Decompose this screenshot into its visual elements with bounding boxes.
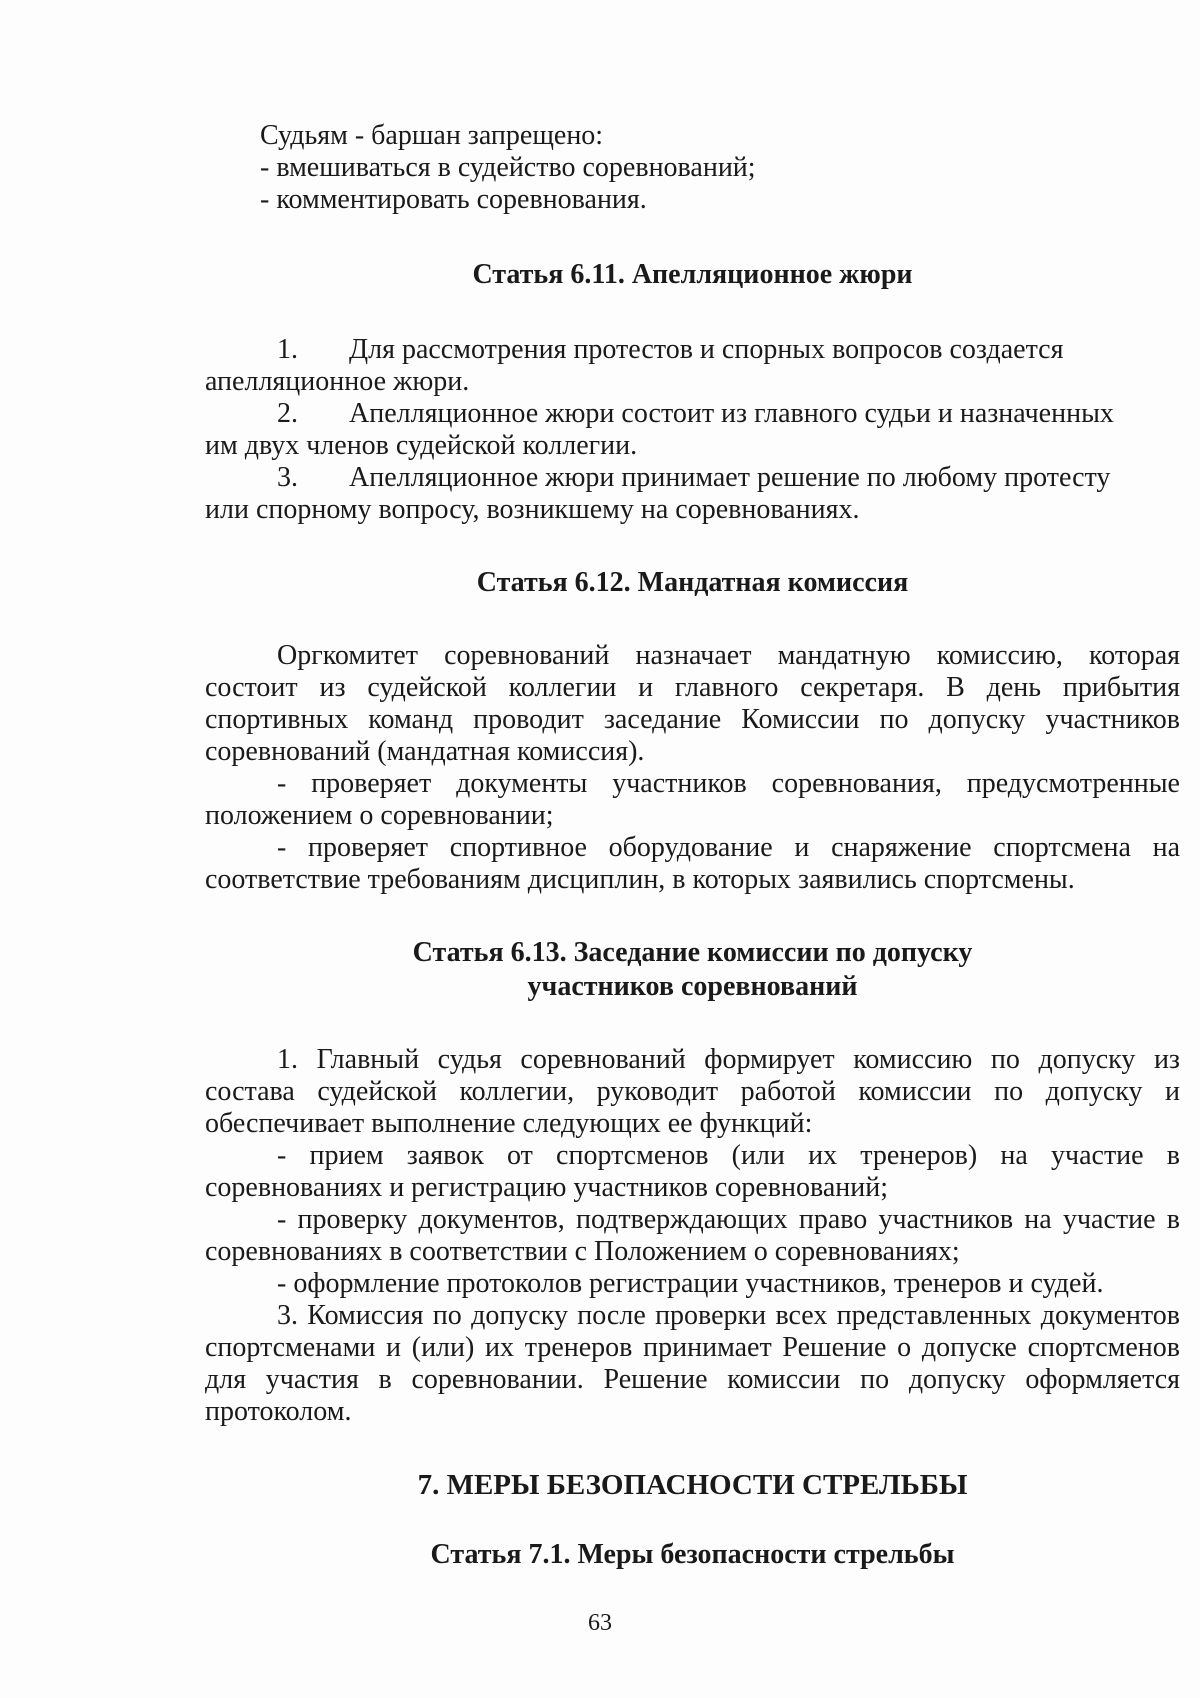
intro-block (205, 120, 1180, 216)
heading-article-6-12: Статья 6.12. Мандатная комиссия (476, 567, 909, 598)
page-number: 63 (588, 1610, 612, 1636)
intro-line-2: - вмешиваться в судейство соревнований; (260, 152, 756, 183)
list-item (205, 462, 1180, 526)
paragraph: - прием заявок от спортсменов (или их тренеров) на участие в соревнованиях и регистрацию участников соревнований; (205, 1140, 1180, 1203)
list-item-first-line: Апелляционное жюри принимает решение по любому протесту (349, 462, 1111, 493)
page-content (205, 120, 1180, 1572)
list-item-continuation: или спорному вопросу, возникшему на соревнованиях. (205, 494, 860, 525)
list-item-number: 2. (277, 398, 298, 429)
paragraph: - проверку документов, подтверждающих право участников на участие в соревнованиях в соответствии с Положением о соревнованиях; (205, 1204, 1180, 1267)
heading-line-1: Статья 6.13. Заседание комиссии по допуску (412, 937, 973, 968)
paragraph: - проверяет спортивное оборудование и снаряжение спортсмена на соответствие требованиям дисциплин, в которых заявились спортсмены. (205, 832, 1180, 895)
paragraph: - проверяет документы участников соревнования, предусмотренные положением о соревновании; (205, 768, 1180, 831)
list-item-first-line: Для рассмотрения протестов и спорных вопросов создается (349, 334, 1064, 365)
heading-line-2: участников соревнований (527, 971, 858, 1002)
list-item (205, 334, 1180, 398)
intro-line-3: - комментировать соревнования. (260, 184, 647, 215)
paragraph: Оргкомитет соревнований назначает мандатную комиссию, которая состоит из судейской коллегии и главного секретаря. В день прибытия спортивных команд проводит заседание Комиссии по допуску участников соревнований (мандатная комиссия). (205, 640, 1180, 767)
list-item-continuation: апелляционное жюри. (205, 366, 470, 397)
list-item (205, 398, 1180, 462)
list-item-continuation: им двух членов судейской коллегии. (205, 430, 638, 461)
list-item-number: 1. (277, 334, 298, 365)
list-item-first-line: Апелляционное жюри состоит из главного судьи и назначенных (349, 398, 1114, 429)
paragraph: 1. Главный судья соревнований формирует комиссию по допуску из состава судейской коллегии, руководит работой комиссии по допуску и обеспечивает выполнение следующих ее функций: (205, 1044, 1180, 1139)
intro-line-1: Судьям - баршан запрещено: (260, 120, 604, 151)
heading-section-7: 7. МЕРЫ БЕЗОПАСНОСТИ СТРЕЛЬБЫ (417, 1469, 968, 1501)
paragraph: - оформление протоколов регистрации участников, тренеров и судей. (277, 1268, 1104, 1299)
heading-article-7-1: Статья 7.1. Меры безопасности стрельбы (430, 1539, 955, 1570)
heading-article-6-11: Статья 6.11. Апелляционное жюри (472, 259, 913, 290)
article-6-11-list (205, 334, 1180, 526)
heading-article-6-13 (205, 936, 1180, 1004)
list-item-number: 3. (277, 462, 298, 493)
paragraph: 3. Комиссия по допуску после проверки всех представленных документов спортсменами и (или) их тренеров принимает Решение о допуске спортсменов для участия в соревновании. Решение комиссии по допуску оформляется протоколом. (205, 1300, 1180, 1427)
